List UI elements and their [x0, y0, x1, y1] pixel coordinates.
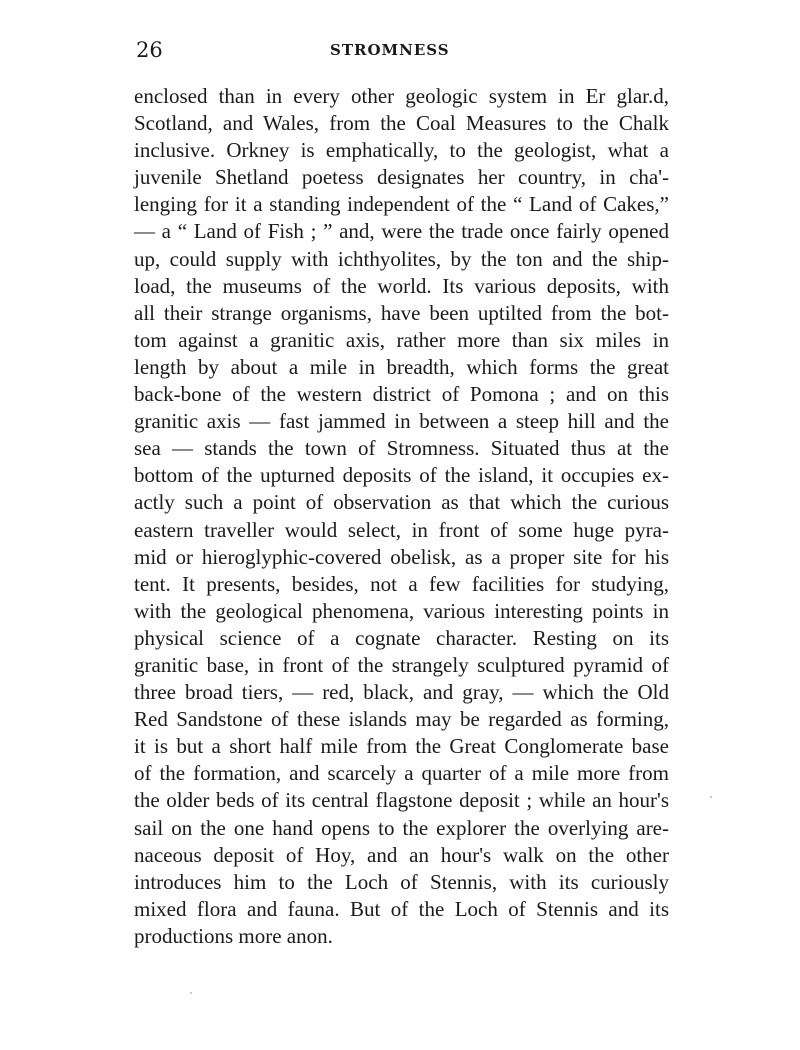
text-line: physical science of a cognate character. Resting on its: [134, 625, 669, 650]
text-line: bottom of the upturned deposits of the island, it occupies ex-: [134, 463, 669, 488]
text-line: with the geological phenomena, various interesting points in: [134, 598, 669, 623]
text-line: three broad tiers, — red, black, and gray, — which the Old: [134, 680, 669, 705]
body-paragraph: [134, 83, 669, 950]
text-line: introduces him to the Loch of Stennis, with its curiously: [134, 869, 669, 894]
text-line: up, could supply with ichthyolites, by the ton and the ship-: [134, 246, 669, 271]
text-line: of the formation, and scarcely a quarter of a mile more from: [134, 761, 669, 786]
text-line: the older beds of its central flagstone deposit ; while an hour's: [134, 788, 669, 813]
text-line: load, the museums of the world. Its various deposits, with: [134, 273, 669, 298]
text-line: inclusive. Orkney is emphatically, to the geologist, what a: [134, 138, 669, 163]
text-line: enclosed than in every other geologic system in Er glar.d,: [134, 84, 669, 108]
text-line: sail on the one hand opens to the explorer the overlying are-: [134, 815, 669, 840]
paper-speck: [190, 992, 192, 994]
text-line: juvenile Shetland poetess designates her country, in cha'-: [134, 165, 669, 190]
text-line: lenging for it a standing independent of the “ Land of Cakes,”: [134, 192, 669, 217]
text-line: it is but a short half mile from the Great Conglomerate base: [134, 734, 669, 759]
text-line: mixed flora and fauna. But of the Loch of Stennis and its: [134, 896, 669, 921]
text-line: granitic base, in front of the strangely sculptured pyramid of: [134, 652, 669, 677]
text-line: actly such a point of observation as that which the curious: [134, 490, 669, 515]
text-line: tom against a granitic axis, rather more than six miles in: [134, 327, 669, 352]
text-line: length by about a mile in breadth, which forms the great: [134, 354, 669, 379]
text-line: mid or hieroglyphic-covered obelisk, as a proper site for his: [134, 544, 669, 569]
text-line: sea — stands the town of Stromness. Situated thus at the: [134, 436, 669, 461]
text-line: Red Sandstone of these islands may be regarded as forming,: [134, 707, 669, 732]
text-line: all their strange organisms, have been uptilted from the bot-: [134, 300, 669, 325]
text-line: back-bone of the western district of Pomona ; and on this: [134, 382, 669, 407]
text-line: Scotland, and Wales, from the Coal Measures to the Chalk: [134, 111, 669, 136]
text-line: — a “ Land of Fish ; ” and, were the trade once fairly opened: [134, 219, 669, 244]
running-head: STROMNESS: [330, 41, 450, 59]
paper-speck: [710, 796, 712, 798]
text-line: productions more anon.: [134, 923, 333, 948]
text-line: tent. It presents, besides, not a few facilities for studying,: [134, 571, 669, 596]
text-line: granitic axis — fast jammed in between a steep hill and the: [134, 409, 669, 434]
text-line: naceous deposit of Hoy, and an hour's walk on the other: [134, 842, 669, 867]
text-line: eastern traveller would select, in front of some huge pyra-: [134, 517, 669, 542]
page-number: 26: [136, 38, 163, 62]
